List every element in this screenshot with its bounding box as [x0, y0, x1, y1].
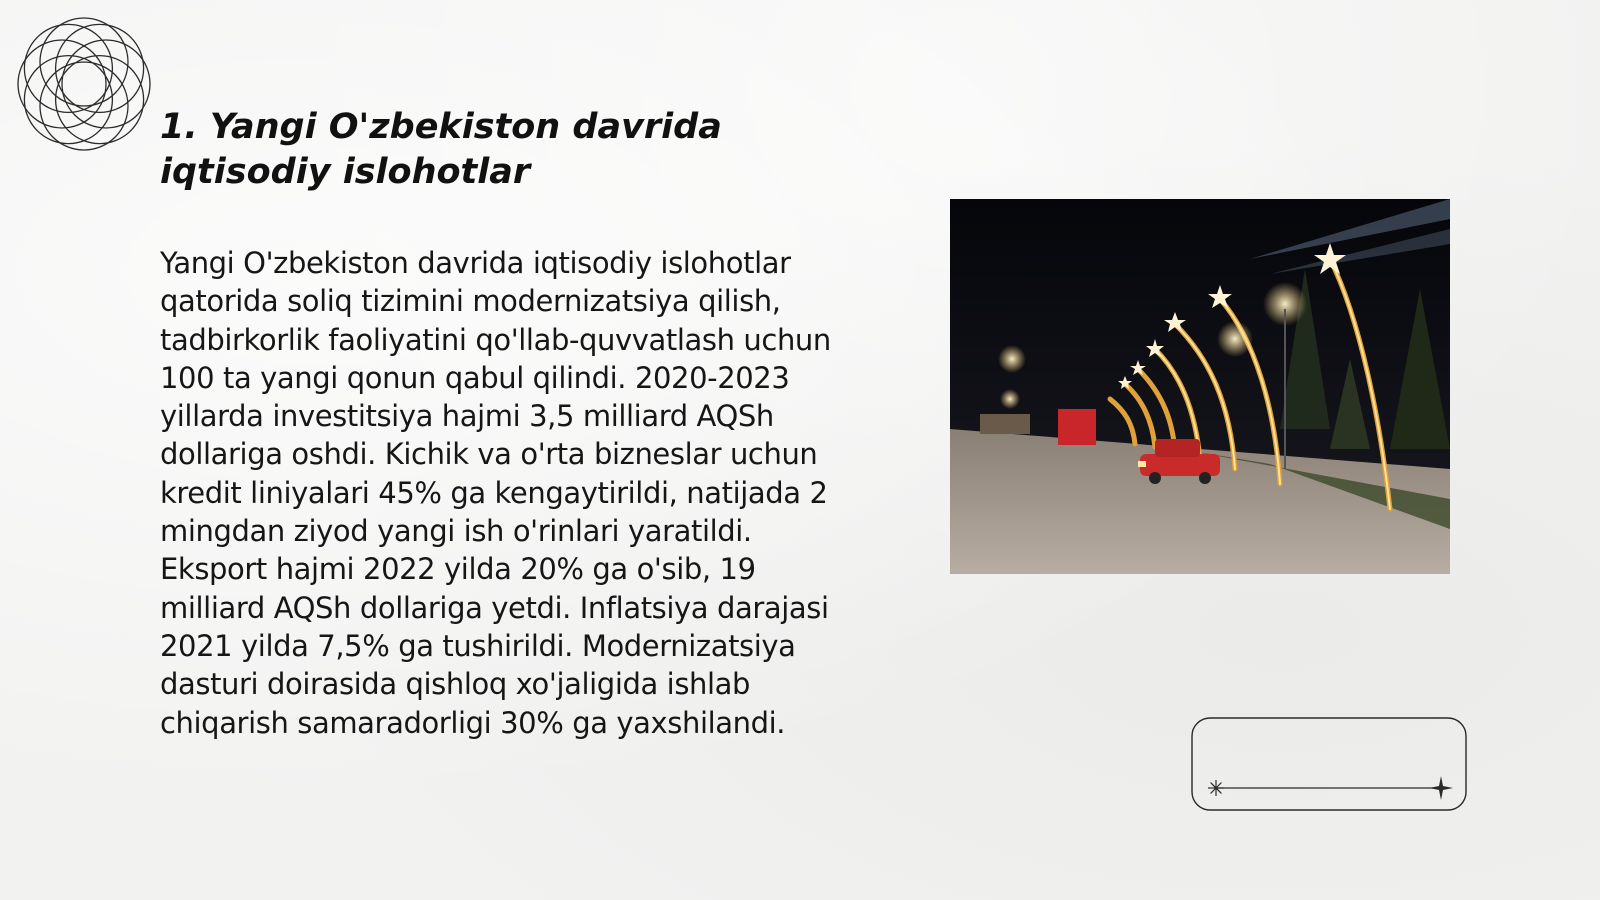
- sparkle-icon: [1208, 780, 1224, 796]
- street-lights-photo: [950, 199, 1450, 574]
- circle-rosette-icon: [10, 10, 158, 158]
- slide-body-text: Yangi O'zbekiston davrida iqtisodiy islohotlar qatorida soliq tizimini modernizatsiya qilish, tadbirkorlik faoliyatini qo'llab-quvvatlash uchun 100 ta yangi qonun qabul qilindi. 2020-2023 yillarda investitsiya hajmi 3,5 milliard AQSh dollariga oshdi. Kichik va o'rta bizneslar uchun kredit liniyalari 45% ga kengaytirildi, natijada 2 mingdan ziyod yangi ish o'rinlari yaratildi. Eksport hajmi 2022 yilda 20% ga o'sib, 19 milliard AQSh dollariga yetdi. Inflatsiya darajasi 2021 yilda 7,5% ga tushirildi. Modernizatsiya dasturi doirasida qishloq xo'jaligida ishlab chiqarish samaradorligi 30% ga yaxshilandi.: [160, 246, 831, 740]
- decorative-frame: [1191, 717, 1467, 811]
- four-point-star-icon: [1429, 776, 1453, 800]
- slide-title: 1. Yangi O'zbekiston davrida iqtisodiy islohotlar: [160, 107, 722, 192]
